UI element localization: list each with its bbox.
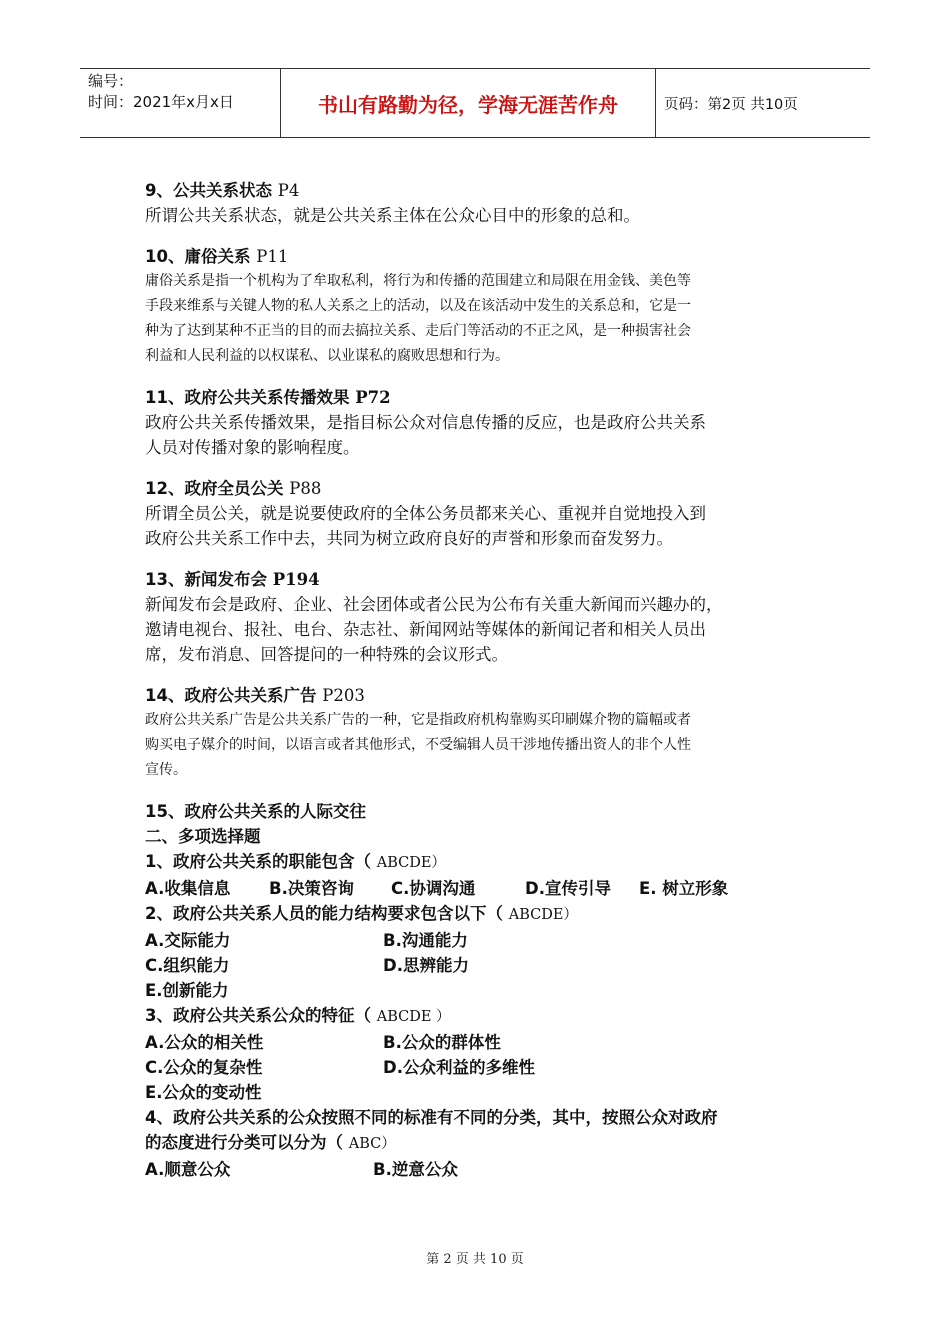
term-title [145, 385, 825, 410]
definition-line: 所谓公共关系状态，就是公共关系主体在公众心目中的形象的总和。 [145, 206, 640, 225]
option-e: E.公众的变动性 [145, 1083, 262, 1102]
option-d: D.公众利益的多维性 [383, 1058, 535, 1077]
option-b: B.决策咨询 [269, 879, 354, 898]
question-1-answer: ABCDE） [376, 855, 446, 871]
definition-line: 种为了达到某种不正当的目的而去搞拉关系、走后门等活动的不正之风，是一种损害社会 [145, 323, 691, 339]
term-title [145, 567, 825, 592]
term-title-text: 13、新闻发布会 [145, 570, 267, 589]
page-footer: 第 2 页 共 10 页 [426, 1252, 524, 1267]
definition-line: 利益和人民利益的以权谋私、以业谋私的腐败思想和行为。 [145, 348, 509, 364]
definition-line: 政府公共关系传播效果，是指目标公众对信息传播的反应，也是政府公共关系 [145, 413, 706, 432]
definition-line: 邀请电视台、报社、电台、杂志社、新闻网站等媒体的新闻记者和相关人员出 [145, 620, 706, 639]
question-3-answer: ABCDE ） [376, 1009, 451, 1025]
question-2-options [145, 928, 825, 1003]
option-a: A.收集信息 [145, 879, 231, 898]
question-3-text: 3、政府公共关系公众的特征（ [145, 1006, 371, 1025]
option-b: B.公众的群体性 [383, 1033, 501, 1052]
page-reference: P11 [256, 247, 289, 266]
question-1-options [145, 876, 825, 901]
question-3 [145, 1003, 825, 1030]
option-d: D.宣传引导 [525, 879, 611, 898]
question-1-text: 1、政府公共关系的职能包含（ [145, 852, 371, 871]
question-2 [145, 901, 825, 928]
term-block [145, 683, 825, 783]
term-block [145, 385, 825, 460]
term-block [145, 244, 825, 369]
option-a: A.公众的相关性 [145, 1033, 264, 1052]
term-block [145, 178, 825, 228]
document-body [145, 178, 825, 1182]
term-15-title: 15、政府公共关系的人际交往 [145, 802, 366, 821]
option-c: C.协调沟通 [391, 879, 476, 898]
term-title [145, 244, 825, 269]
page-reference: P72 [355, 388, 391, 407]
term-title [145, 476, 825, 501]
definition-line: 所谓全员公关，就是说要使政府的全体公务员都来关心、重视并自觉地投入到 [145, 504, 706, 523]
option-a: A.顺意公众 [145, 1160, 231, 1179]
definition-line: 购买电子媒介的时间，以语言或者其他形式，不受编辑人员干涉地传播出资人的非个人性 [145, 737, 691, 753]
definition-line: 政府公共关系工作中去，共同为树立政府良好的声誉和形象而奋发努力。 [145, 529, 673, 548]
option-e: E.创新能力 [145, 981, 229, 1000]
number-label: 编号： [88, 72, 134, 90]
term-list [145, 178, 825, 783]
header-page-info: 页码：第2页 共10页 [664, 96, 798, 113]
definition-line: 政府公共关系广告是公共关系广告的一种，它是指政府机构靠购买印刷媒介物的篇幅或者 [145, 712, 691, 728]
page-reference: P194 [272, 570, 320, 589]
page-header [80, 68, 870, 138]
header-motto: 书山有路勤为径，学海无涯苦作舟 [281, 69, 656, 137]
option-c: C.公众的复杂性 [145, 1058, 263, 1077]
term-title-text: 12、政府全员公关 [145, 479, 284, 498]
term-title-text: 14、政府公共关系广告 [145, 686, 317, 705]
definition-line: 庸俗关系是指一个机构为了牟取私利，将行为和传播的范围建立和局限在用金钱、美色等 [145, 273, 691, 289]
question-2-answer: ABCDE） [508, 907, 578, 923]
section-2-title: 二、多项选择题 [145, 827, 261, 846]
question-4-options [145, 1157, 825, 1182]
question-3-options [145, 1030, 825, 1105]
date-label: 时间：2021年x月x日 [88, 93, 234, 111]
page-reference: P203 [322, 686, 365, 705]
term-title [145, 178, 825, 203]
definition-line: 手段来维系与关键人物的私人关系之上的活动，以及在该活动中发生的关系总和，它是一 [145, 298, 691, 314]
term-title-text: 10、庸俗关系 [145, 247, 251, 266]
definition-line: 新闻发布会是政府、企业、社会团体或者公民为公布有关重大新闻而兴趣办的， [145, 595, 723, 614]
option-d: D.思辨能力 [383, 956, 469, 975]
option-b: B.沟通能力 [383, 931, 468, 950]
definition-line: 宣传。 [145, 762, 187, 778]
term-block [145, 476, 825, 551]
term-title-text: 11、政府公共关系传播效果 [145, 388, 350, 407]
question-1 [145, 849, 825, 876]
definition-line: 席，发布消息、回答提问的一种特殊的会议形式。 [145, 645, 508, 664]
term-title [145, 683, 825, 708]
option-e: E. 树立形象 [639, 879, 729, 898]
page-reference: P4 [277, 181, 300, 200]
page-reference: P88 [289, 479, 322, 498]
question-4-line-2: 的态度进行分类可以分为（ [145, 1133, 343, 1152]
term-block [145, 567, 825, 667]
option-c: C.组织能力 [145, 956, 230, 975]
question-4 [145, 1105, 825, 1157]
term-title-text: 9、公共关系状态 [145, 181, 272, 200]
option-b: B.逆意公众 [373, 1160, 458, 1179]
question-4-line-1: 4、政府公共关系的公众按照不同的标准有不同的分类，其中，按照公众对政府 [145, 1108, 718, 1127]
question-4-answer: ABC） [348, 1136, 396, 1152]
header-meta [80, 69, 281, 137]
option-a: A.交际能力 [145, 931, 231, 950]
definition-line: 人员对传播对象的影响程度。 [145, 438, 360, 457]
question-2-text: 2、政府公共关系人员的能力结构要求包含以下（ [145, 904, 503, 923]
